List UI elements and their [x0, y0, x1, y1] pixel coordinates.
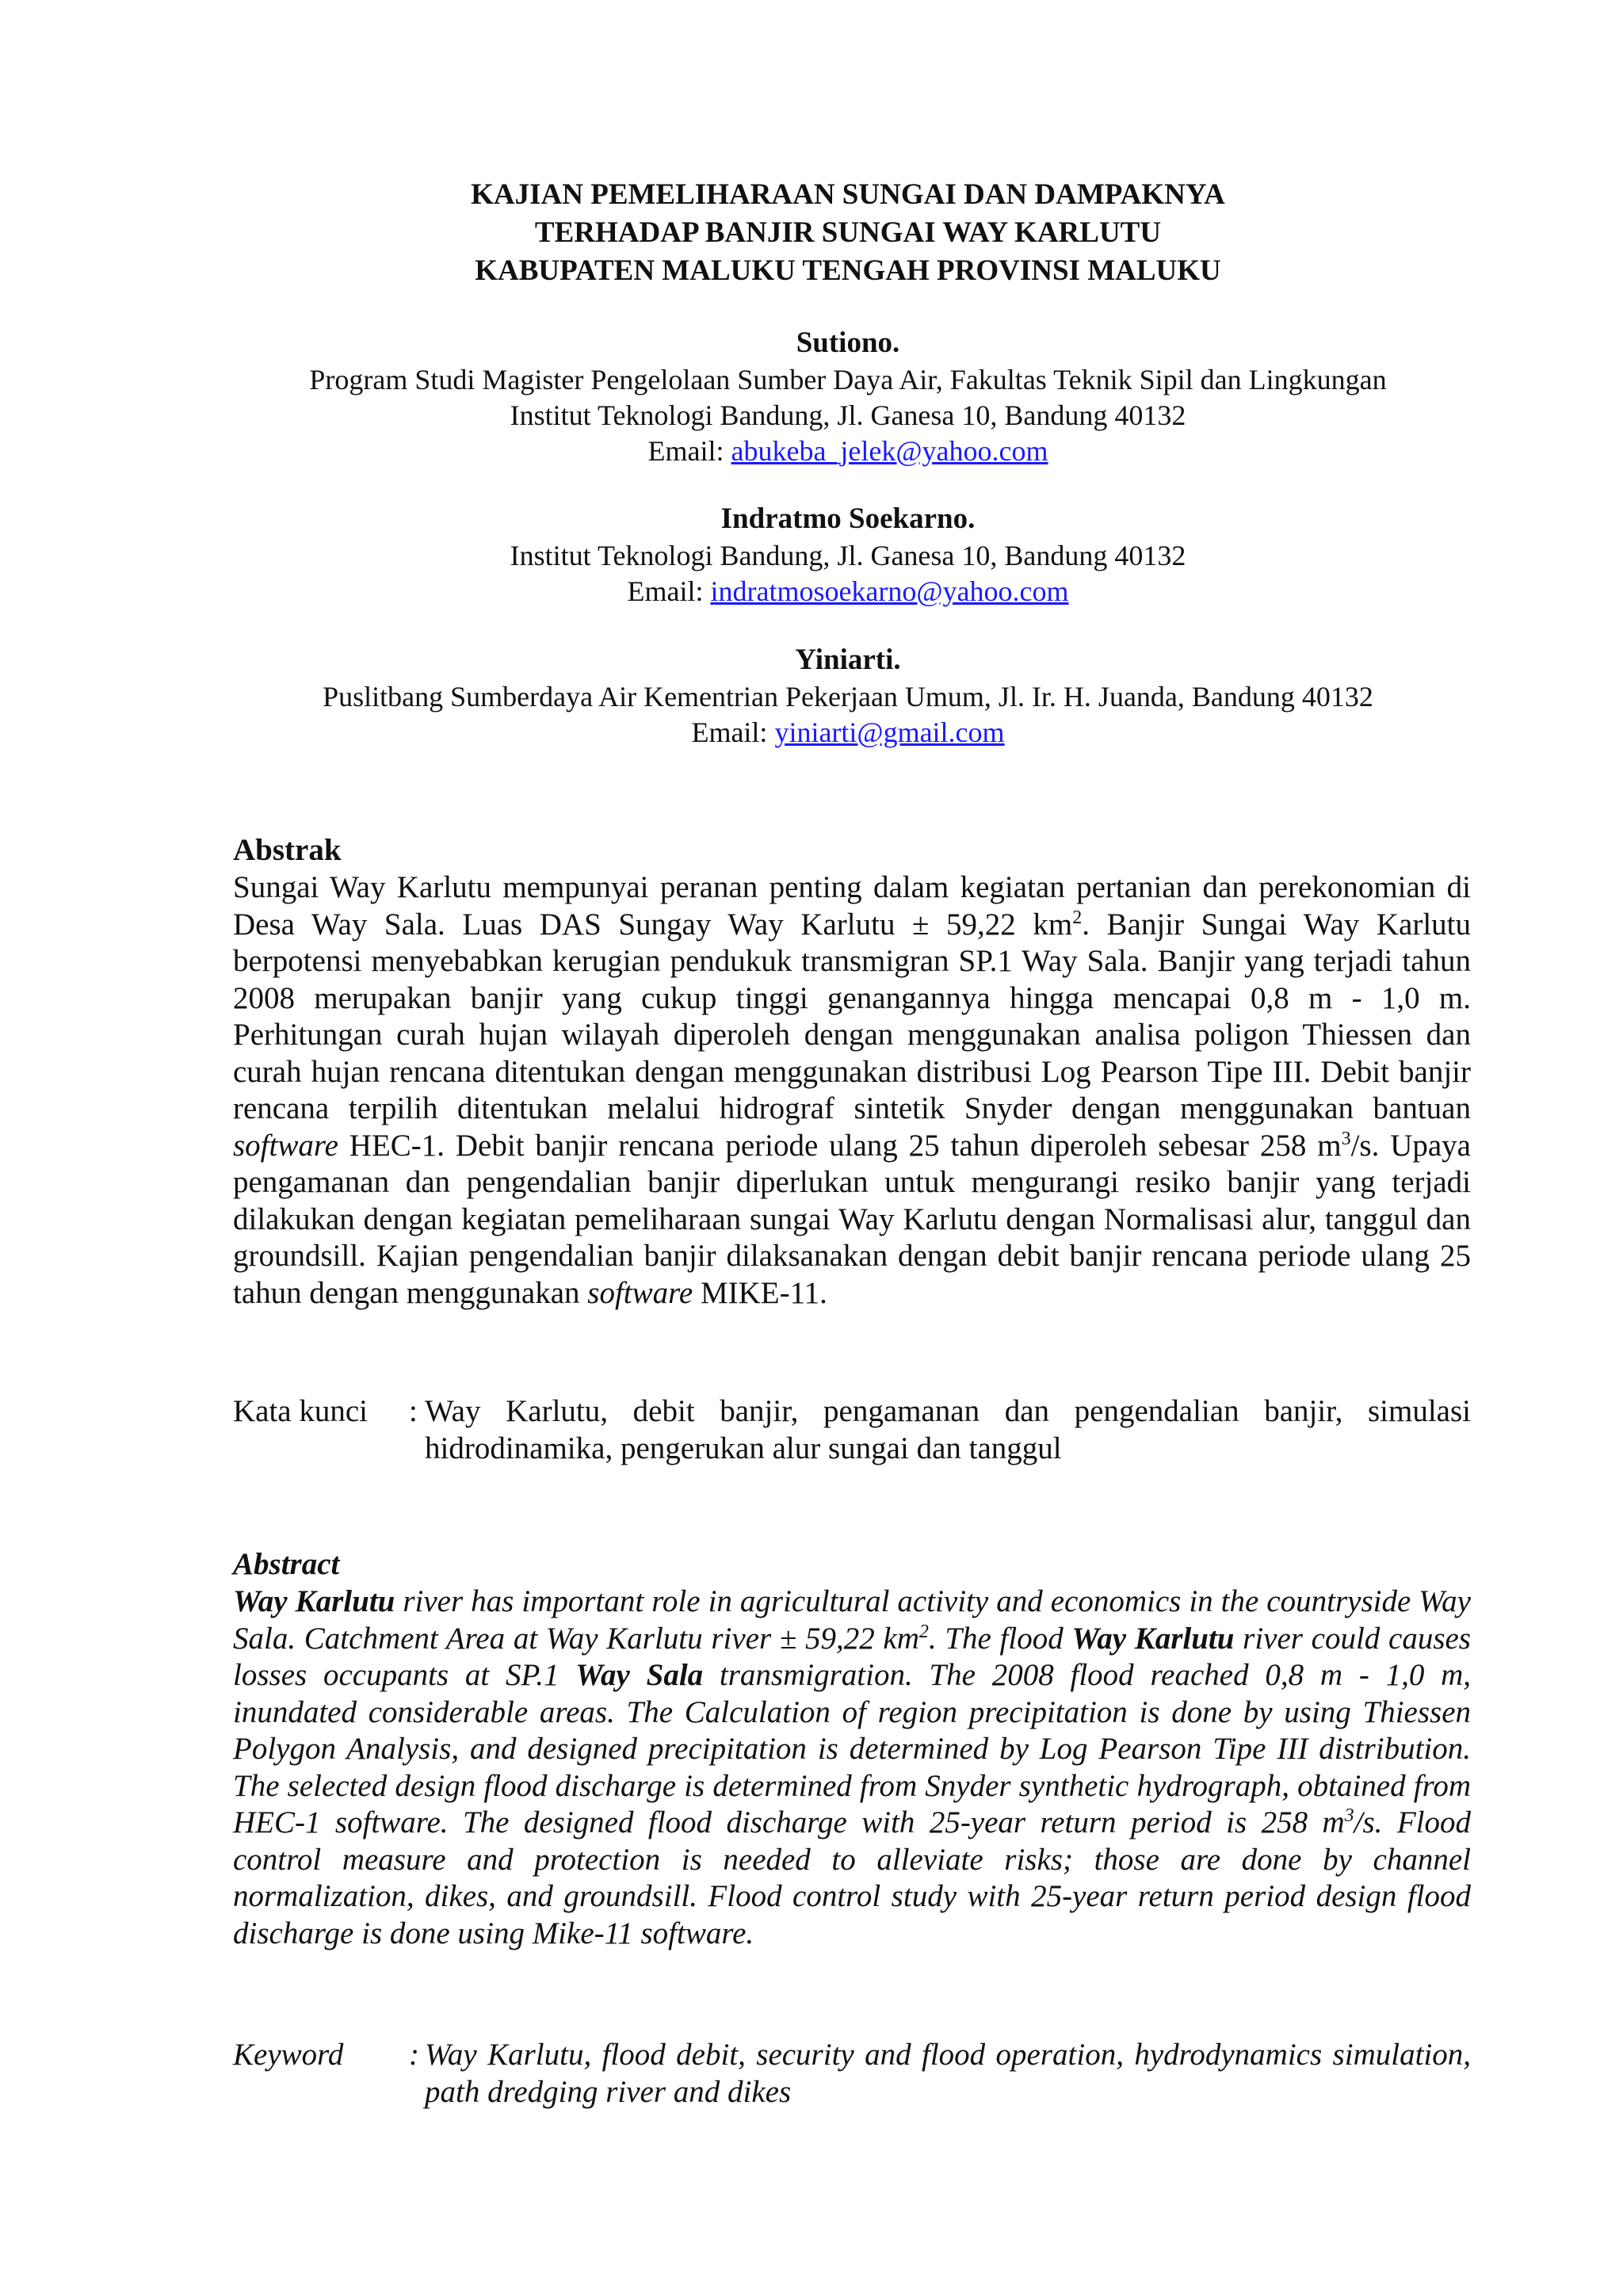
abstract-bold: Way Sala — [575, 1658, 704, 1692]
abstract-paragraph — [233, 1584, 1471, 1952]
author-affiliation: Institut Teknologi Bandung, Jl. Ganesa 10, Bandung 40132 — [510, 399, 1186, 431]
keyword-colon: : — [409, 2038, 419, 2072]
abstrak-italic: software — [233, 1128, 338, 1163]
kata-kunci-colon: : — [409, 1394, 418, 1428]
abstract-text: river could causes losses occupants at SP.1 — [233, 1621, 1471, 1692]
abstract-section — [233, 1545, 1471, 1952]
abstract-heading: Abstract — [233, 1547, 340, 1581]
abstrak-section — [233, 831, 1471, 1312]
author-name: Indratmo Soekarno. — [720, 502, 976, 535]
title-line-1: KAJIAN PEMELIHARAAN SUNGAI DAN DAMPAKNYA — [471, 178, 1225, 211]
author-block-3 — [206, 642, 1490, 751]
title-line-2: TERHADAP BANJIR SUNGAI WAY KARLUTU — [534, 216, 1162, 249]
abstrak-text: /s. Upaya pengamanan dan pengendalian banjir diperlukan untuk mengurangi resiko banjir yang terjadi dilakukan dengan kegiatan pemeliharaan sungai Way Karlutu dengan Normalisasi alur, tanggul dan groundsill. Kajian pengendalian banjir dilaksanakan dengan debit banjir rencana periode ulang 25 tahun dengan menggunakan — [233, 1128, 1471, 1310]
abstrak-paragraph — [233, 869, 1471, 1312]
abstract-text: /s. Flood control measure and protection is needed to alleviate risks; those are done by channel normalization, dikes, and groundsill. Flood control study with 25-year return period design flood discharge is done using Mike-11 software. — [233, 1805, 1471, 1950]
abstrak-text: . Banjir Sungai Way Karlutu berpotensi menyebabkan kerugian pendukuk transmigran SP.1 Way Sala. Banjir yang terjadi tahun 2008 merupakan banjir yang cukup tinggi genangannya hingga mencapai 0,8 m - 1,0 m. Perhitungan curah hujan wilayah diperoleh dengan menggunakan analisa poligon Thiessen dan curah hujan rencana ditentukan dengan menggunakan distribusi Log Pearson Tipe III. Debit banjir rencana terpilih ditentukan melalui hidrograf sintetik Snyder dengan menggunakan bantuan — [233, 907, 1471, 1125]
email-link[interactable]: yiniarti@gmail.com — [774, 716, 1005, 748]
abstrak-text: Sungai Way Karlutu mempunyai peranan penting dalam kegiatan pertanian dan perekonomian di Desa Way Sala. Luas DAS Sungay Way Karlutu ± 59,22 km — [233, 870, 1471, 942]
superscript: 2 — [1072, 907, 1083, 928]
email-link[interactable]: indratmosoekarno@yahoo.com — [710, 575, 1069, 607]
superscript: 3 — [1344, 1805, 1354, 1826]
email-label: Email: — [647, 435, 731, 467]
keyword-en — [233, 2037, 1471, 2111]
abstract-bold: Way Karlutu — [233, 1584, 395, 1618]
email-label: Email: — [627, 575, 711, 607]
author-affiliation: Institut Teknologi Bandung, Jl. Ganesa 10, Bandung 40132 — [510, 540, 1186, 571]
author-email-line — [206, 574, 1490, 609]
abstract-text: river has important role in agricultural activity and economics in the countryside Way Sala. Catchment Area at Way Karlutu river ± 59,22 km — [233, 1584, 1471, 1656]
abstract-bold: Way Karlutu — [1071, 1621, 1235, 1656]
abstrak-text: MIKE-11. — [693, 1275, 827, 1310]
author-affiliation: Puslitbang Sumberdaya Air Kementrian Pekerjaan Umum, Jl. Ir. H. Juanda, Bandung 40132 — [323, 681, 1373, 712]
email-link[interactable]: abukeba_jelek@yahoo.com — [731, 435, 1048, 467]
kata-kunci-text: Way Karlutu, debit banjir, pengamanan dan pengendalian banjir, simulasi hidrodinamika, pengerukan alur sungai dan tanggul — [425, 1394, 1471, 1465]
abstract-text: . The flood — [928, 1621, 1072, 1656]
superscript: 3 — [1341, 1128, 1351, 1149]
author-name: Sutiono. — [796, 327, 900, 359]
keyword-label: Keyword — [233, 2038, 344, 2072]
abstract-text: transmigration. The 2008 flood reached 0,8 m - 1,0 m, inundated considerable areas. The Calculation of region precipitation is done by using Thiessen Polygon Analysis, and designed precipitation is determined by Log Pearson Tipe III distribution. The selected design flood discharge is determined from Snyder synthetic hydrograph, obtained from HEC-1 software. The designed flood discharge with 25-year return period is 258 m — [233, 1658, 1471, 1839]
email-label: Email: — [691, 716, 775, 748]
abstrak-heading: Abstrak — [233, 833, 342, 867]
keyword-text: Way Karlutu, flood debit, security and flood operation, hydrodynamics simulation, path dredging river and dikes — [425, 2038, 1471, 2109]
kata-kunci-label: Kata kunci — [233, 1394, 369, 1428]
title-line-3: KABUPATEN MALUKU TENGAH PROVINSI MALUKU — [475, 254, 1221, 287]
kata-kunci — [233, 1393, 1471, 1467]
author-affiliation: Program Studi Magister Pengelolaan Sumber Daya Air, Fakultas Teknik Sipil dan Lingkungan — [309, 364, 1387, 395]
author-email-line — [206, 715, 1490, 751]
author-block-2 — [206, 501, 1490, 609]
abstrak-text: HEC-1. Debit banjir rencana periode ulang 25 tahun diperoleh sebesar 258 m — [338, 1128, 1342, 1163]
author-name: Yiniarti. — [795, 644, 901, 676]
paper-title — [206, 176, 1490, 290]
author-email-line — [206, 434, 1490, 469]
author-block-1 — [206, 325, 1490, 469]
abstrak-italic: software — [587, 1275, 693, 1310]
superscript: 2 — [918, 1621, 929, 1642]
